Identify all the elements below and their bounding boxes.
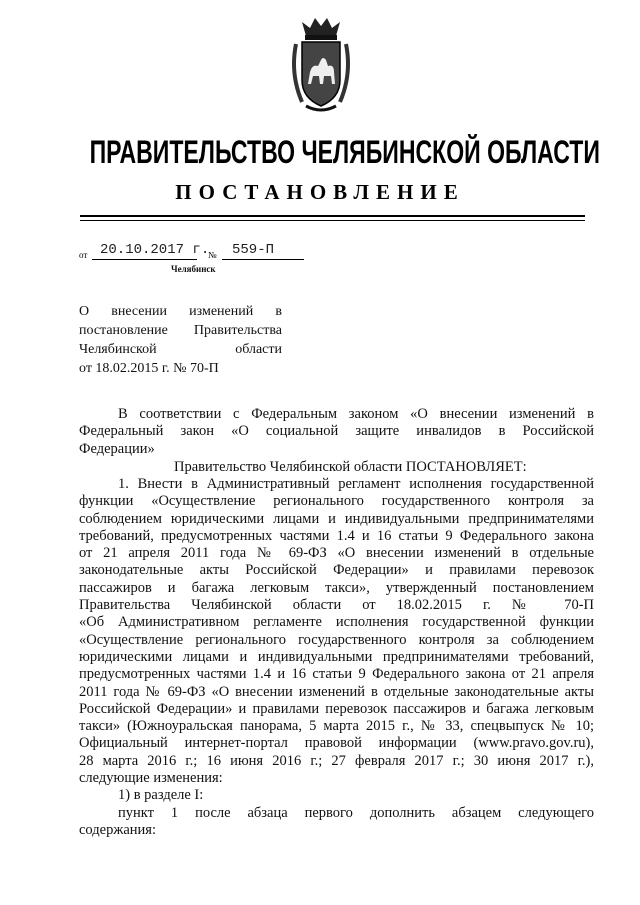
item-1-line: «Осуществление регионального государственного контроля за соблюдением (79, 631, 594, 648)
subject-line: от 18.02.2015 г. № 70-П (79, 361, 219, 376)
subject-block (79, 302, 282, 378)
preamble-line: Федерации» (79, 440, 155, 457)
item-1-line: предусмотренных частями 1.4 и 16 статьи 9 Федерального закона от 21 апреля (79, 666, 594, 683)
date-underline (92, 259, 197, 260)
subject-line: О внесении изменений в (79, 304, 282, 319)
point-1-line: пункт 1 после абзаца первого дополнить абзацем следующего (118, 804, 594, 821)
item-1-line: законодательные акты Российской Федерации» и правилами перевозок (79, 562, 594, 579)
preamble-line: В соответствии с Федеральным законом «О внесении изменений в (118, 406, 594, 422)
number-underline (222, 259, 304, 260)
header-rule-thin (80, 220, 585, 221)
number-prefix: № (208, 250, 217, 260)
date-value: 20.10.2017 г. (100, 242, 210, 258)
item-1-line: 2011 года № 69-ФЗ «О внесении изменений в отдельные законодательные акты (79, 683, 594, 700)
subject-line: постановление Правительства (79, 323, 282, 338)
item-1-line: 28 марта 2016 г.; 16 июня 2016 г.; 27 февраля 2017 г.; 30 июня 2017 г.), (79, 752, 594, 769)
item-1-line: следующие изменения: (79, 770, 223, 787)
item-1-line: такси» (Южноуральская панорама, 5 марта 2015 г., № 33, спецвыпуск № 10; (79, 718, 594, 735)
number-value: 559-П (232, 242, 275, 258)
subsection-line: 1) в разделе I: (118, 787, 204, 804)
item-1-line: Официальный интернет-портал правовой информации (www.pravo.gov.ru), (79, 735, 594, 752)
item-1-line: «Об Административном регламенте исполнения государственной функции (79, 614, 594, 631)
decree-text: Правительство Челябинской области ПОСТАНОВЛЯЕТ: (174, 459, 527, 475)
preamble-paragraph (79, 406, 594, 458)
preamble-line: Федеральный закон «О социальной защите инвалидов в Российской (79, 423, 594, 440)
date-prefix: от (79, 250, 88, 260)
item-1-line: пассажиров и багажа легковым такси», утвержденный постановлением (79, 579, 594, 596)
item-1-line: функции «Осуществление регионального государственного контроля за (79, 493, 594, 510)
item-1-line: юридическими лицами и индивидуальными предпринимателями требований, (79, 648, 594, 665)
city-label: Челябинск (171, 264, 216, 274)
item-1-line: Российской Федерации» и правилами перевозок пассажиров и багажа легковым (79, 700, 594, 717)
point-1-line: содержания: (79, 821, 157, 838)
item-1-line: соблюдением юридическими лицами и индивидуальными предпринимателями (79, 510, 594, 527)
government-title: ПРАВИТЕЛЬСТВО ЧЕЛЯБИНСКОЙ ОБЛАСТИ (89, 134, 600, 170)
item-1-paragraph (79, 476, 594, 839)
item-1-line: от 21 апреля 2011 года № 69-ФЗ «О внесении изменений в отдельные (79, 545, 594, 562)
coat-of-arms-emblem (288, 14, 354, 114)
item-1-line: 1. Внести в Административный регламент исполнения государственной (118, 476, 594, 492)
header-rule-thick (80, 215, 585, 217)
item-1-line: требований, предусмотренных частями 1.4 и 16 статьи 9 Федерального закона (79, 527, 594, 544)
item-1-line: Правительства Челябинской области от 18.02.2015 г. № 70-П (79, 597, 594, 614)
document-type-heading: ПОСТАНОВЛЕНИЕ (175, 180, 465, 204)
decree-line (174, 459, 594, 476)
subject-line: Челябинской области (79, 342, 282, 357)
